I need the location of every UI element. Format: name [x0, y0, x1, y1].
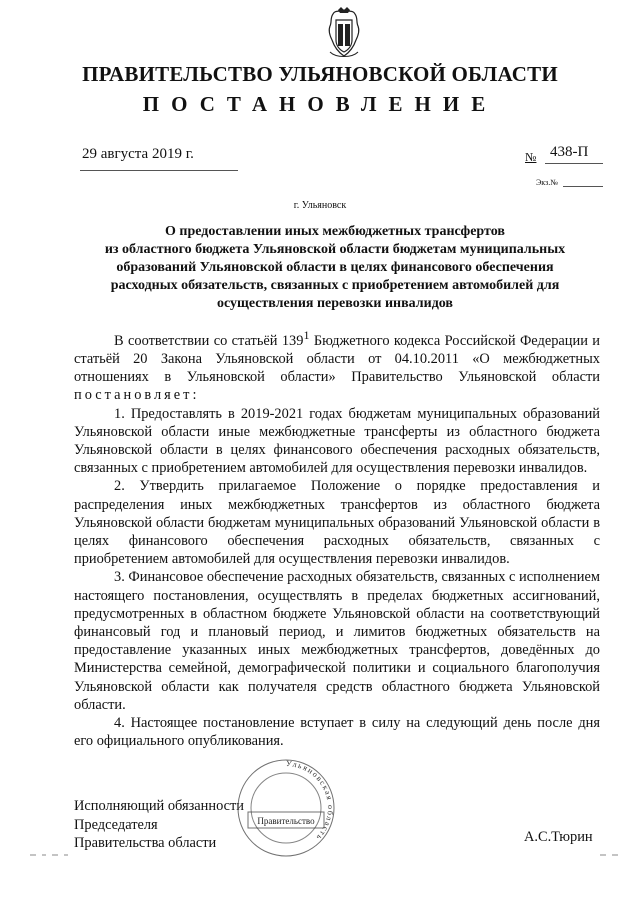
signer-title-line: Исполняющий обязанности: [74, 798, 245, 814]
paragraph-1: 1. Предоставлять в 2019-2021 годах бюджетам муниципальных образований Ульяновской области иные межбюджетные трансферты из областного бюджета Ульяновской области в целях финансового обеспечения расходных обязательств, связанных с приобретением автомобилей для осуществления перевозки инвалидов.: [74, 405, 600, 477]
svg-text:Ульяновская область: [286, 759, 335, 843]
document-number: 438-П: [550, 144, 589, 160]
subject-line: осуществления перевозки инвалидов: [216, 296, 453, 311]
document-body: [74, 326, 600, 750]
seal-center-text: Правительство: [257, 816, 315, 826]
coat-of-arms-icon: [322, 6, 366, 62]
signer-block: [74, 797, 244, 853]
copy-number-underline: [563, 186, 603, 187]
signatory-name: А.С.Тюрин: [524, 829, 593, 845]
official-seal-icon: [226, 752, 346, 864]
subject-line: расходных обязательств, связанных с приобретением автомобилей для: [110, 278, 560, 293]
number-underline: [545, 163, 603, 164]
seal-ring-text: Ульяновская область: [285, 758, 335, 843]
document-subject: [70, 223, 600, 313]
scan-artifact-line: [0, 850, 640, 860]
paragraph-2: 2. Утвердить прилагаемое Положение о порядке предоставления и распределения иных межбюджетных трансфертов из областного бюджета Ульяновской области бюджетам муниципальных образований Ульяновской области в целях финансового обеспечения расходных обязательств, связанных с приобретением автомобилей для осуществления перевозки инвалидов.: [74, 478, 600, 568]
paragraph-3: 3. Финансовое обеспечение расходных обязательств, связанных с исполнением настоящего постановления, осуществлять в пределах бюджетных ассигнований, предусмотренных в областном бюджете Ульяновской области на соответствующий финансовый год и плановый период, и лимитов бюджетных обязательств на предоставление указанных иных межбюджетных трансфертов, доведённых до Министерства семейной, демографической политики и социального благополучия Ульяновской области как получателя средств областного бюджета Ульяновской области.: [74, 569, 600, 713]
resolves-word: постановляет: [74, 387, 193, 404]
subject-line: из областного бюджета Ульяновской области бюджетам муниципальных: [104, 242, 566, 257]
copy-number-label: Экз.№: [536, 178, 558, 187]
paragraph-4: 4. Настоящее постановление вступает в силу на следующий день после дня его официального опубликования.: [74, 715, 600, 750]
signer-title-line: Правительства области: [74, 835, 217, 851]
signer-title-line: Председателя: [74, 816, 158, 833]
document-date: 29 августа 2019 г.: [82, 146, 194, 162]
number-sign: №: [525, 150, 537, 164]
government-title: ПРАВИТЕЛЬСТВО УЛЬЯНОВСКОЙ ОБЛАСТИ: [82, 62, 558, 86]
city: г. Ульяновск: [293, 200, 347, 211]
subject-line: образований Ульяновской области в целях финансового обеспечения: [116, 260, 554, 275]
date-underline: [80, 170, 238, 171]
intro-paragraph: В соответствии со статьёй $139^1$ Бюджетного кодекса Российской Федерации и статьёй 20 Закона Ульяновской области от 04.10.2011 «О межбюджетных отношениях в Ульяновской области» Правительство Ульяновской области постановляет:: [74, 328, 600, 404]
article-superscript: 1: [303, 328, 310, 342]
subject-line: О предоставлении иных межбюджетных трансфертов: [165, 224, 505, 239]
document-type: ПОСТАНОВЛЕНИЕ: [142, 92, 498, 116]
